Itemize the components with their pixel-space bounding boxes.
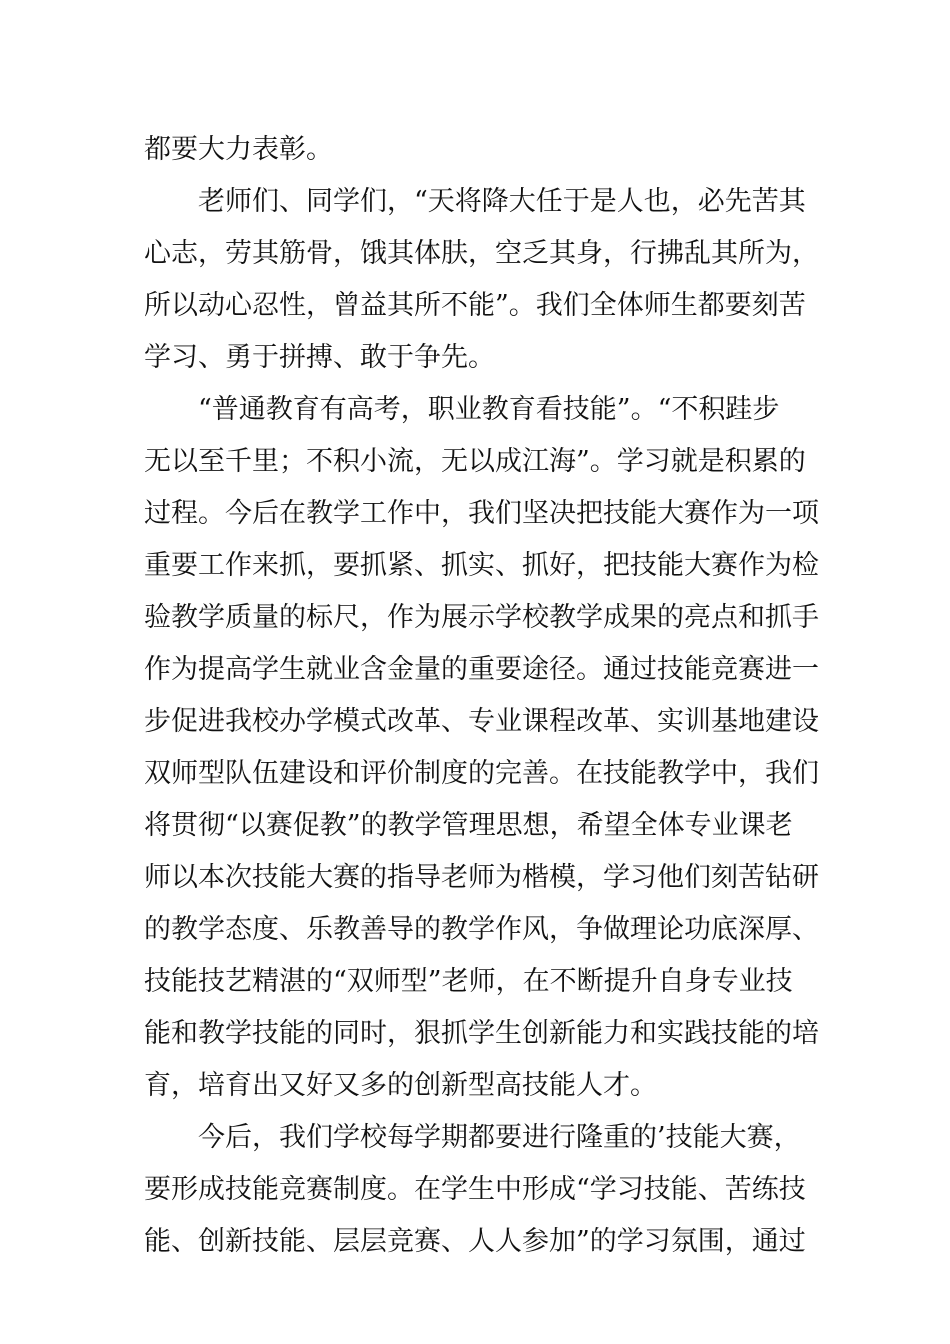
text-line: 都要大力表彰。 (144, 134, 333, 165)
text-line: 重要工作来抓，要抓紧、抓实、抓好，把技能大赛作为检 (144, 550, 819, 581)
text-line: 老师们、同学们，“天将降大任于是人也，必先苦其 (144, 186, 806, 217)
text-line: 育，培育出又好又多的创新型高技能人才。 (144, 1070, 657, 1101)
text-line: 今后，我们学校每学期都要进行隆重的’技能大赛， (144, 1122, 801, 1153)
text-line: 作为提高学生就业含金量的重要途径。通过技能竞赛进一 (144, 654, 819, 685)
text-line: 将贯彻“以赛促教”的教学管理思想，希望全体专业课老 (144, 810, 793, 841)
text-line: 能和教学技能的同时，狠抓学生创新能力和实践技能的培 (144, 1018, 819, 1049)
text-line: 过程。今后在教学工作中，我们坚决把技能大赛作为一项 (144, 498, 819, 529)
text-line: 的教学态度、乐教善导的教学作风，争做理论功底深厚、 (144, 914, 819, 945)
text-line: 能、创新技能、层层竞赛、人人参加”的学习氛围，通过 (144, 1226, 806, 1257)
text-line: 要形成技能竞赛制度。在学生中形成“学习技能、苦练技 (144, 1174, 806, 1205)
text-line: 师以本次技能大赛的指导老师为楷模，学习他们刻苦钻研 (144, 862, 819, 893)
text-line: 技能技艺精湛的“双师型”老师，在不断提升自身专业技 (144, 966, 793, 997)
text-line: 无以至千里；不积小流，无以成江海”。学习就是积累的 (144, 446, 806, 477)
text-line: 心志，劳其筋骨，饿其体肤，空乏其身，行拂乱其所为， (144, 238, 819, 269)
text-line: 学习、勇于拼搏、敢于争先。 (144, 342, 495, 373)
text-line: 双师型队伍建设和评价制度的完善。在技能教学中，我们 (144, 758, 819, 789)
text-line: “普通教育有高考，职业教育看技能”。“不积跬步 (144, 394, 780, 425)
text-line: 验教学质量的标尺，作为展示学校教学成果的亮点和抓手 (144, 602, 819, 633)
text-line: 所以动心忍性，曾益其所不能”。我们全体师生都要刻苦 (144, 290, 806, 321)
text-line: 步促进我校办学模式改革、专业课程改革、实训基地建设 (144, 706, 819, 737)
